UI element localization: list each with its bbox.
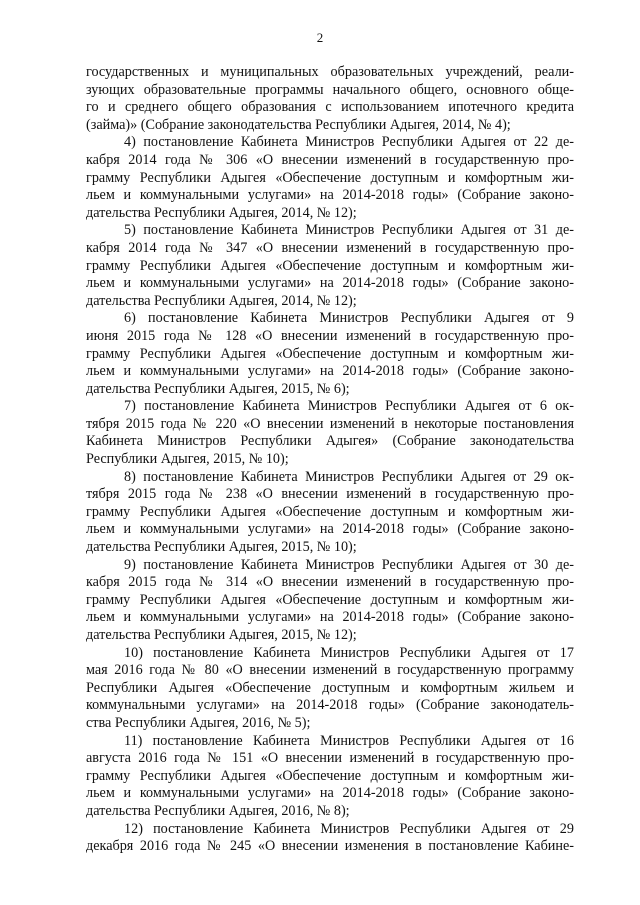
text-line: 5) постановление Кабинета Министров Республики Адыгея от 31 де- — [124, 222, 574, 239]
document-body — [86, 64, 574, 856]
text-line: льем и коммунальными услугами» на 2014-2018 годы» (Собрание законо- — [86, 521, 574, 538]
text-line: грамму Республики Адыгея «Обеспечение доступным и комфортным жи- — [86, 345, 574, 362]
text-line: дательства Республики Адыгея, 2016, № 8); — [86, 802, 350, 819]
text-line: государственных и муниципальных образовательных учреждений, реали- — [86, 64, 574, 80]
text-line: грамму Республики Адыгея «Обеспечение доступным и комфортным жи- — [86, 767, 574, 784]
text-line: тября 2015 года № 238 «О внесении изменений в государственную про- — [86, 486, 574, 503]
text-line: 4) постановление Кабинета Министров Республики Адыгея от 22 де- — [124, 134, 574, 151]
text-line: Республики Адыгея «Обеспечение доступным и комфортным жильем и — [86, 679, 574, 696]
text-line: грамму Республики Адыгея «Обеспечение доступным и комфортным жи- — [86, 169, 574, 186]
text-line: льем и коммунальными услугами» на 2014-2018 годы» (Собрание законо- — [86, 275, 574, 292]
text-line: грамму Республики Адыгея «Обеспечение доступным и комфортным жи- — [86, 257, 574, 274]
text-line: дательства Республики Адыгея, 2015, № 10); — [86, 539, 357, 556]
text-line: коммунальными услугами» на 2014-2018 годы» (Собрание законодатель- — [86, 697, 574, 714]
text-line: льем и коммунальными услугами» на 2014-2018 годы» (Собрание законо- — [86, 609, 574, 626]
text-line: зующих образовательные программы начального общего, основного обще- — [86, 81, 574, 98]
text-line: (займа)» (Собрание законодательства Республики Адыгея, 2014, № 4); — [86, 116, 511, 133]
text-line: грамму Республики Адыгея «Обеспечение доступным и комфортным жи- — [86, 591, 574, 608]
text-line: ства Республики Адыгея, 2016, № 5); — [86, 714, 311, 731]
text-line: льем и коммунальными услугами» на 2014-2018 годы» (Собрание законо- — [86, 187, 574, 204]
text-line: тября 2015 года № 220 «О внесении изменений в некоторые постановления — [86, 415, 574, 432]
text-line: дательства Республики Адыгея, 2015, № 12); — [86, 627, 357, 643]
text-line: кабря 2014 года № 306 «О внесении изменений в государственную про- — [86, 151, 574, 168]
text-line: 8) постановление Кабинета Министров Республики Адыгея от 29 ок- — [124, 468, 574, 485]
text-line: мая 2016 года № 80 «О внесении изменений в государственную программу — [86, 662, 574, 679]
text-line: дательства Республики Адыгея, 2014, № 12); — [86, 204, 357, 221]
text-line: дательства Республики Адыгея, 2014, № 12); — [86, 292, 357, 309]
text-line: льем и коммунальными услугами» на 2014-2018 годы» (Собрание законо- — [86, 785, 574, 802]
text-line: 12) постановление Кабинета Министров Республики Адыгея от 29 — [124, 820, 574, 837]
text-line: кабря 2014 года № 347 «О внесении изменений в государственную про- — [86, 239, 574, 256]
text-line: декабря 2016 года № 245 «О внесении изменения в постановление Кабине- — [86, 838, 574, 855]
text-line: Республики Адыгея, 2015, № 10); — [86, 451, 289, 468]
text-line: июня 2015 года № 128 «О внесении изменений в государственную про- — [86, 327, 574, 344]
text-line: кабря 2015 года № 314 «О внесении изменений в государственную про- — [86, 574, 574, 591]
text-line: 6) постановление Кабинета Министров Республики Адыгея от 9 — [124, 310, 574, 327]
text-line: 10) постановление Кабинета Министров Республики Адыгея от 17 — [124, 644, 574, 661]
text-line: 11) постановление Кабинета Министров Республики Адыгея от 16 — [124, 732, 574, 749]
text-line: грамму Республики Адыгея «Обеспечение доступным и комфортным жи- — [86, 503, 574, 520]
text-line: августа 2016 года № 151 «О внесении изменений в государственную про- — [86, 750, 574, 767]
text-line: 9) постановление Кабинета Министров Республики Адыгея от 30 де- — [124, 556, 574, 573]
text-line: Кабинета Министров Республики Адыгея» (Собрание законодательства — [86, 433, 574, 450]
text-line: льем и коммунальными услугами» на 2014-2018 годы» (Собрание законо- — [86, 363, 574, 380]
text-line: 7) постановление Кабинета Министров Республики Адыгея от 6 ок- — [124, 398, 574, 415]
page-number: 2 — [316, 30, 324, 45]
text-line: го и среднего общего образования с использованием ипотечного кредита — [86, 99, 574, 116]
text-line: дательства Республики Адыгея, 2015, № 6); — [86, 380, 350, 397]
